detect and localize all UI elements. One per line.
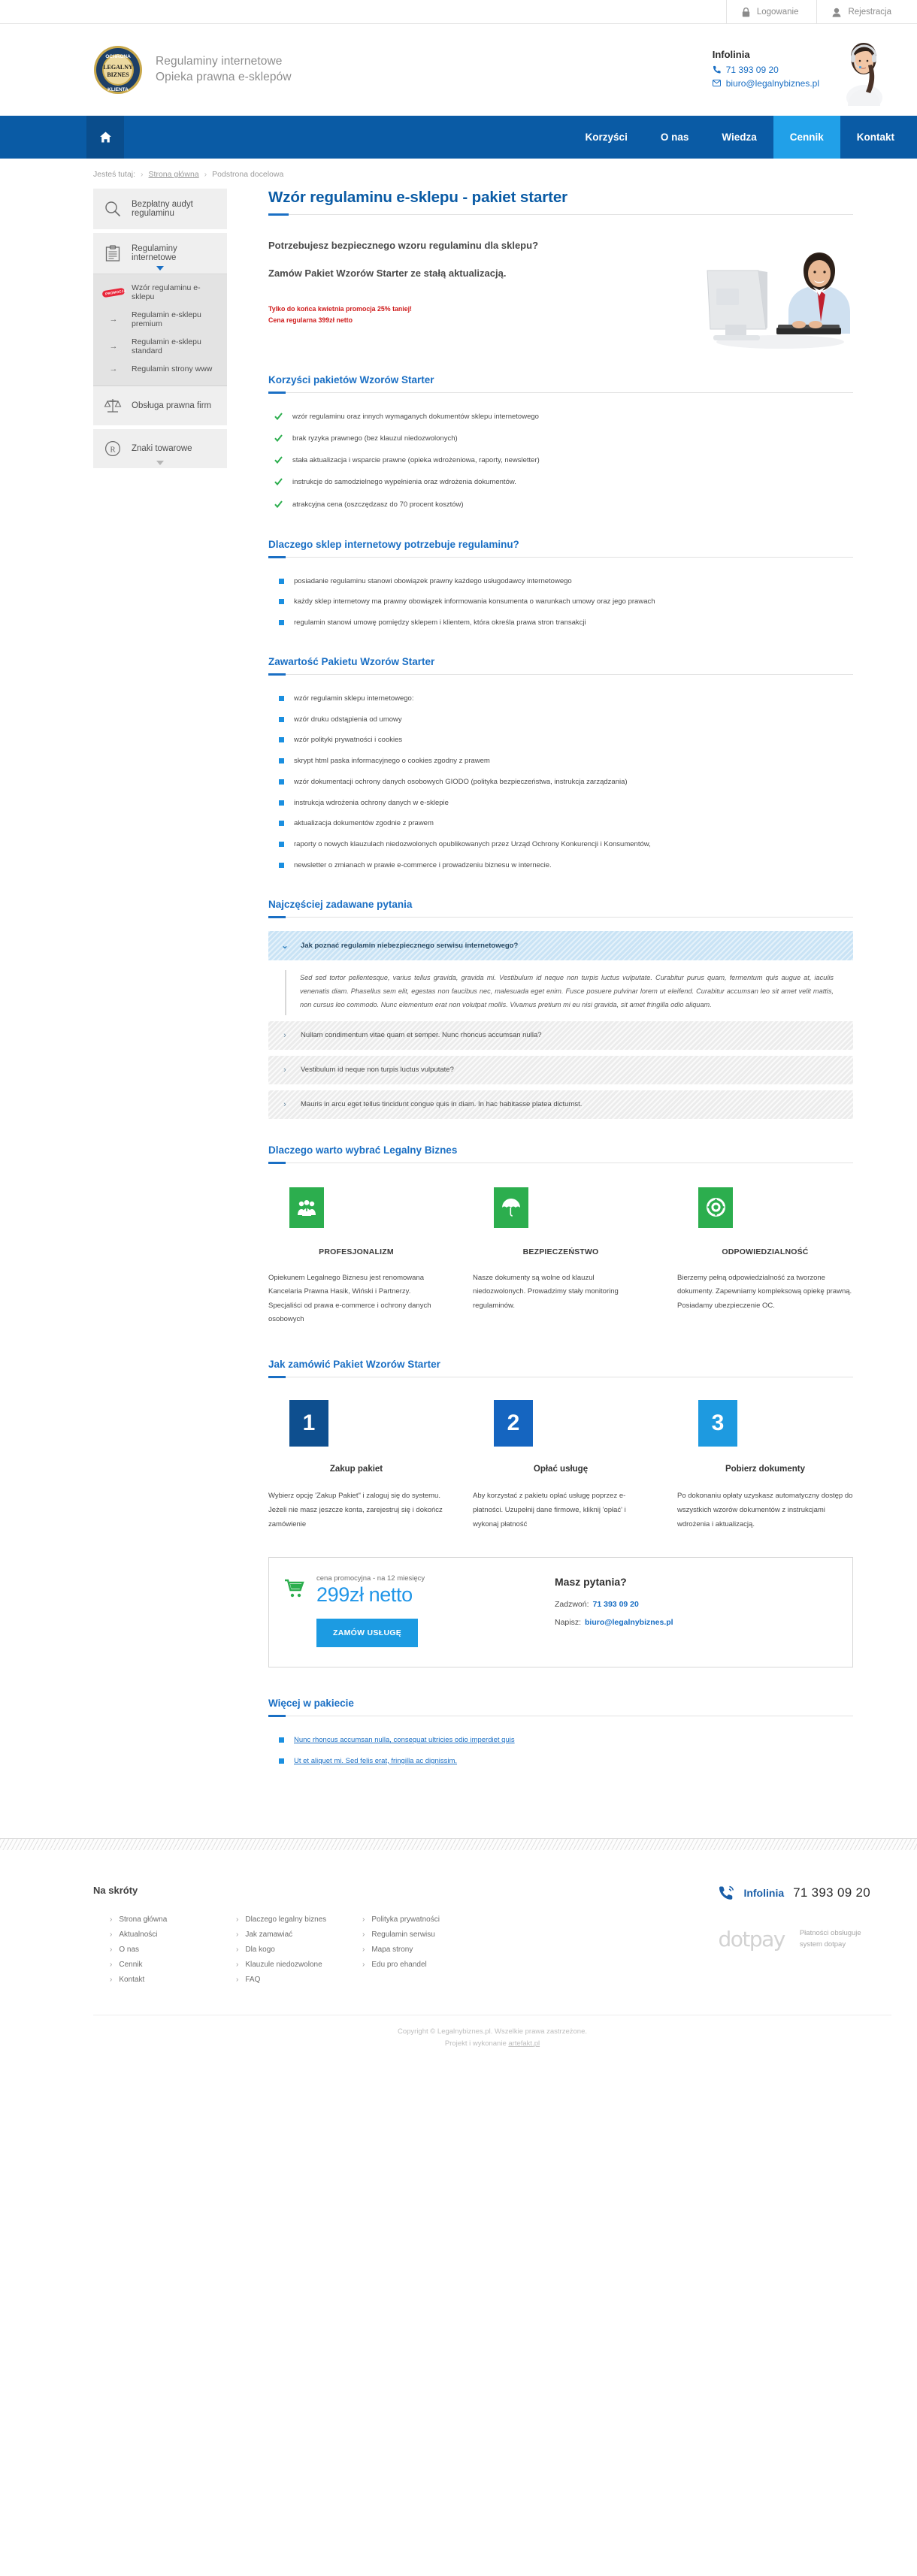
brand-text (156, 54, 292, 86)
why-title: Dlaczego sklep internetowy potrzebuje regulaminu? (268, 539, 519, 551)
user-icon (832, 8, 841, 17)
copyright-bar (93, 2015, 891, 2070)
step-title: Zakup pakiet (329, 1464, 383, 1474)
footer-link-item[interactable] (93, 1943, 219, 1958)
price-phone[interactable]: 71 393 09 20 (592, 1599, 639, 1609)
footer-link-item[interactable] (219, 1958, 346, 1973)
faq-item (268, 1090, 853, 1119)
list-item-label: stała aktualizacja i wsparcie prawne (opieka wdrożeniowa, raporty, newsletter) (292, 456, 540, 464)
footer-link-label[interactable]: Polityka prywatności (371, 1915, 440, 1924)
svg-text:R: R (110, 445, 116, 455)
envelope-icon (713, 80, 721, 86)
footer-link-label[interactable]: Dlaczego legalny biznes (245, 1915, 327, 1924)
step-text: Aby korzystać z pakietu opłać usługę poprzez e-płatności. Uzupełnij dane firmowe, kliknij 'opłać' i wykonaj płatność (473, 1491, 626, 1528)
chevron-right-icon: › (110, 1946, 113, 1955)
steps-columns (268, 1391, 853, 1531)
chevron-right-icon: › (110, 1915, 113, 1924)
nav-item-kontakt[interactable]: Kontakt (856, 132, 894, 143)
feature-text: Nasze dokumenty są wolne od klauzul niedozwolonych. Prowadzimy stały monitoring regulaminów. (473, 1273, 619, 1310)
square-bullet-icon (279, 863, 284, 868)
list-item (268, 428, 853, 450)
check-icon (274, 434, 283, 446)
list-item-label: wzór dokumentacji ochrony danych osobowych GIODO (polityka bezpieczeństwa, instrukcja zarządzania) (294, 777, 628, 786)
header-contact (713, 35, 891, 106)
scales-icon (103, 398, 123, 414)
footer-column (93, 1912, 219, 1988)
footer-link-item[interactable] (93, 1958, 219, 1973)
footer-link-label[interactable]: Jak zamawiać (245, 1930, 293, 1940)
more-link[interactable]: Ut et aliquet mi. Sed felis erat, fringilla ac dignissim. (294, 1756, 458, 1765)
list-item (268, 592, 853, 613)
list-item (268, 613, 853, 634)
umbrella-icon (494, 1187, 528, 1228)
square-bullet-icon (279, 620, 284, 625)
faq-accordion (268, 931, 853, 1119)
list-item-label: regulamin stanowi umowę pomiędzy sklepem i klientem, która określa prawa stron transakcji (294, 618, 586, 627)
main-content (227, 189, 917, 1794)
page-layout (0, 189, 917, 1794)
footer-link-item[interactable] (346, 1912, 481, 1927)
sidebar-label-bezplatny-audyt: Bezpłatny audyt regulaminu (132, 200, 193, 218)
support-agent-photo (834, 35, 891, 106)
faq-question-header[interactable] (268, 1056, 853, 1084)
nav-item-korzysci[interactable]: Korzyści (585, 132, 628, 143)
faq-item (268, 931, 853, 1015)
faq-question-label: Jak poznać regulamin niebezpiecznego serwisu internetowego? (301, 941, 519, 950)
hero-image (694, 234, 853, 349)
sidebar-item-bezplatny-audyt[interactable] (93, 189, 227, 229)
dotpay-logo-icon: dotpay (718, 1926, 785, 1952)
contents-rule (268, 674, 853, 675)
faq-question-header[interactable] (268, 1090, 853, 1119)
chevron-down-icon: ⌄ (281, 941, 289, 951)
arrow-right-icon: → (109, 315, 118, 324)
price-call-row (555, 1600, 673, 1609)
footer-title: Na skróty (93, 1884, 138, 1896)
hero-promo-line-2: Cena regularna 399zł netto (268, 316, 353, 324)
site-header (0, 24, 917, 116)
features-columns (268, 1177, 853, 1327)
sidebar-sublabel-www: Regulamin strony www (132, 364, 213, 373)
nav-item-cennik[interactable]: Cennik (773, 116, 840, 159)
sidebar-subitem-wzor-regulaminu[interactable] (93, 279, 227, 306)
square-bullet-icon (279, 800, 284, 806)
faq-question-label: Nullam condimentum vitae quam et semper. Nunc rhoncus accumsan nulla? (301, 1031, 542, 1040)
sidebar-label-znaki: Znaki towarowe (132, 444, 192, 453)
brand-line-1: Regulaminy internetowe (156, 55, 283, 68)
feature-card (268, 1177, 444, 1327)
faq-rule (268, 917, 853, 918)
call-label: Zadzwoń: (555, 1599, 589, 1609)
svg-text:OCHRONA: OCHRONA (105, 54, 131, 59)
square-bullet-icon (279, 842, 284, 847)
feature-title: BEZPIECZEŃSTWO (522, 1247, 599, 1256)
header-email: biuro@legalnybiznes.pl (725, 77, 819, 89)
footer-link-item[interactable] (346, 1943, 481, 1958)
feature-text: Bierzemy pełną odpowiedzialność za tworzone dokumenty. Zapewniamy kompleksową opiekę prawną. Posiadamy ubezpieczenie OC. (677, 1273, 852, 1310)
breadcrumb-sep-1: › (141, 170, 144, 179)
footer-links (93, 1885, 514, 1988)
nav-item-o-nas[interactable]: O nas (660, 132, 689, 143)
price-amount: 299zł netto (316, 1583, 413, 1606)
footer-separator (0, 1838, 917, 1850)
contents-title: Zawartość Pakietu Wzorów Starter (268, 656, 435, 668)
footer-link-item[interactable] (93, 1927, 219, 1943)
register-link[interactable] (816, 0, 917, 24)
list-item-label: posiadanie regulaminu stanowi obowiązek prawny każdego usługodawcy internetowego (294, 576, 572, 585)
faq-question-label: Mauris in arcu eget tellus tincidunt congue quis in diam. In hac habitasse platea dictumst. (301, 1100, 583, 1109)
chevron-right-icon: › (236, 1961, 239, 1970)
step-title: Pobierz dokumenty (725, 1464, 806, 1474)
sidebar-item-znaki-towarowe[interactable] (93, 429, 227, 468)
magnifier-icon (103, 201, 123, 217)
promo-badge: PROMOCJA (101, 287, 125, 298)
sidebar-item-obsluga-prawna[interactable] (93, 386, 227, 425)
hero-section (268, 234, 853, 349)
footer-columns (93, 1912, 514, 1988)
list-item (268, 709, 853, 730)
faq-question-header[interactable] (268, 1021, 853, 1050)
copyright-line-1: Copyright © Legalnybiznes.pl. Wszelkie prawa zastrzeżone. (397, 2027, 587, 2036)
footer-link-item[interactable] (219, 1943, 346, 1958)
questions-title: Masz pytania? (555, 1575, 627, 1588)
check-icon (274, 413, 283, 424)
square-bullet-icon (279, 1758, 284, 1764)
footer-link-item[interactable] (346, 1927, 481, 1943)
chevron-down-icon[interactable] (156, 461, 164, 465)
list-item-label: skrypt html paska informacyjnego o cookies zgodny z prawem (294, 757, 490, 766)
breadcrumb-current: Podstrona docelowa (212, 170, 284, 179)
list-item (268, 814, 853, 835)
footer-link-label[interactable]: FAQ (245, 1976, 261, 1985)
list-item (268, 751, 853, 772)
check-icon (274, 456, 283, 467)
sidebar-item-regulaminy-internetowe[interactable] (93, 233, 227, 274)
list-item-label: brak ryzyka prawnego (bez klauzul niedozwolonych) (292, 434, 458, 443)
lifebuoy-icon (698, 1187, 733, 1228)
clipboard-icon (103, 245, 123, 262)
list-item (268, 793, 853, 814)
step-text: Wybierz opcję 'Zakup Pakiet" i zaloguj się do systemu. Jeżeli nie masz jeszcze konta, zarejestruj się i dokończ zamówienie (268, 1491, 443, 1528)
page-title: Wzór regulaminu e-sklepu - pakiet starter (268, 189, 568, 206)
main-nav (0, 116, 917, 159)
list-item (268, 855, 853, 876)
footer-link-item[interactable] (346, 1958, 481, 1973)
brand[interactable] (93, 45, 292, 95)
hero-paragraph-2: Zamów Pakiet Wzorów Starter ze stałą aktualizacją. (268, 267, 507, 279)
list-item (268, 772, 853, 793)
copyright-line-2 (93, 2038, 891, 2050)
sidebar-sublabel-wzor: Wzór regulaminu e-sklepu (132, 283, 201, 301)
arrow-right-icon: → (109, 342, 118, 351)
chevron-right-icon: › (283, 1065, 286, 1075)
title-rule (268, 214, 853, 215)
feature-title: ODPOWIEDZIALNOŚĆ (722, 1247, 809, 1256)
step-text: Po dokonaniu opłaty uzyskasz automatyczny dostęp do wszystkich wzorów dokumentów z instrukcjami wdrożenia i aktualizacją. (677, 1491, 853, 1528)
footer-link-label[interactable]: Mapa strony (371, 1946, 413, 1955)
hero-paragraph-1: Potrzebujesz bezpiecznego wzoru regulaminu dla sklepu? (268, 240, 539, 251)
price-email[interactable]: biuro@legalnybiznes.pl (585, 1617, 673, 1627)
list-item-label: newsletter o zmianach w prawie e-commerce i prowadzeniu biznesu w internecie. (294, 860, 552, 869)
more-links-list (268, 1730, 853, 1771)
benefits-rule (268, 392, 853, 393)
price-box (268, 1557, 853, 1668)
chevron-down-icon[interactable] (156, 266, 164, 271)
footer-link-item[interactable] (93, 1973, 219, 1988)
chevron-right-icon: › (362, 1915, 365, 1924)
footer-link-item[interactable] (219, 1973, 346, 1988)
footer-hotline-phone[interactable]: 71 393 09 20 (793, 1885, 870, 1900)
topbar (0, 0, 917, 24)
people-group-icon (289, 1187, 324, 1228)
footer-link-label[interactable]: Regulamin serwisu (371, 1930, 435, 1940)
site-footer (0, 1850, 917, 2010)
login-label: Logowanie (756, 8, 799, 17)
faq-question-label: Vestibulum id neque non turpis luctus vulputate? (301, 1066, 454, 1075)
infolinia-title: Infolinia (712, 48, 750, 60)
sidebar-group-znaki (93, 429, 227, 469)
faq-item (268, 1021, 853, 1050)
footer-link-label[interactable]: Strona główna (119, 1915, 168, 1924)
feature-text: Opiekunem Legalnego Biznesu jest renomowana Kancelaria Prawna Hasik, Wiński i Partnerzy. Specjaliści od prawa e-commerce i ochrony danych osobowych (268, 1273, 431, 1324)
feature-title: PROFESJONALIZM (319, 1247, 394, 1256)
lock-icon (742, 8, 750, 17)
faq-answer: Sed sed tortor pellentesque, varius tellus gravida, gravida mi. Vestibulum id neque non turpis luctus vulputate. Curabitur purus quam, fermentum quis augue at, iaculis venenatis diam. Phasellus sem elit, egestas non faucibus nec, malesuada eget enim. Fusce posuere pulvinar lorem ut eleifend. Curabitur accumsan leo sit amet velit mattis, non cursus leo commodo. Nunc elementum erat non volutpat mollis. Vivamus pretium mi eu nisi gravida, sit amet fringilla odio aliquam. (285, 970, 853, 1015)
footer-link-label[interactable]: Klauzule niedozwolone (245, 1961, 322, 1970)
square-bullet-icon (279, 821, 284, 826)
price-left (284, 1574, 532, 1648)
footer-link-label[interactable]: Dla kogo (245, 1946, 275, 1955)
sidebar-sublabel-standard: Regulamin e-sklepu standard (132, 337, 201, 355)
benefits-list (268, 407, 853, 516)
footer-link-label[interactable]: Cennik (119, 1961, 143, 1970)
benefits-title: Korzyści pakietów Wzorów Starter (268, 374, 434, 385)
sidebar-label-obsluga: Obsługa prawna firm (132, 401, 212, 410)
chevron-right-icon: › (110, 1976, 113, 1985)
chevron-right-icon: › (110, 1961, 113, 1970)
sidebar-sublabel-premium: Regulamin e-sklepu premium (132, 310, 201, 328)
footer-link-label[interactable]: Kontakt (119, 1976, 145, 1985)
features-title: Dlaczego warto wybrać Legalny Biznes (268, 1144, 458, 1156)
breadcrumb-home-link[interactable]: Strona główna (148, 170, 199, 179)
chevron-right-icon: › (110, 1930, 113, 1940)
list-item-label: wzór regulaminu oraz innych wymaganych dokumentów sklepu internetowego (292, 412, 539, 421)
square-bullet-icon (279, 779, 284, 785)
breadcrumb (0, 159, 917, 189)
footer-link-label[interactable]: O nas (119, 1946, 140, 1955)
list-item-label: atrakcyjna cena (oszczędzasz do 70 procent kosztów) (292, 500, 464, 509)
nav-spacer (124, 116, 569, 159)
breadcrumb-sep-2: › (204, 170, 207, 179)
list-item-label: raporty o nowych klauzulach niedozwolonych opublikowanych przez Urząd Ochrony Konkurencji i Konsumentów, (294, 839, 651, 848)
chevron-right-icon: › (283, 1030, 286, 1040)
square-bullet-icon (279, 599, 284, 604)
square-bullet-icon (279, 737, 284, 742)
step-number-badge: 3 (698, 1400, 737, 1447)
step-card (473, 1391, 649, 1531)
phone-ring-icon (718, 1885, 734, 1901)
price-label: cena promocyjna - na 12 miesięcy (316, 1574, 425, 1583)
step-number-badge: 2 (494, 1400, 533, 1447)
register-label: Rejestracja (848, 8, 891, 17)
svg-text:LEGALNY: LEGALNY (103, 64, 133, 71)
list-item-label: instrukcje do samodzielnego wypełnienia oraz wdrożenia dokumentów. (292, 478, 516, 487)
footer-hotline-label: Infolinia (743, 1886, 785, 1899)
why-list (268, 571, 853, 633)
arrow-right-icon: → (109, 364, 118, 373)
faq-item (268, 1056, 853, 1084)
list-item-label: wzór polityki prywatności i cookies (294, 736, 403, 745)
sidebar-subitem-strony-www[interactable] (93, 360, 227, 378)
hero-promo-line-1: Tylko do końca kwietnia promocja 25% taniej! (268, 304, 412, 313)
header-phone: 71 393 09 20 (725, 64, 779, 75)
chevron-right-icon: › (236, 1915, 239, 1924)
list-item-label: każdy sklep internetowy ma prawny obowiązek informowania konsumenta o warunkach umowy oraz jego prawach (294, 597, 655, 606)
list-item-label: instrukcja wdrożenia ochrony danych w e-sklepie (294, 798, 449, 807)
sidebar-submenu (93, 274, 227, 386)
hero-promo (268, 304, 680, 326)
contents-list (268, 688, 853, 875)
price-write-row (555, 1618, 673, 1627)
list-item (268, 1751, 853, 1772)
list-item (268, 451, 853, 473)
phone-icon (713, 65, 721, 74)
sidebar-subitem-premium[interactable] (93, 306, 227, 333)
check-icon (274, 500, 283, 512)
order-service-button[interactable]: ZAMÓW USŁUGĘ (316, 1619, 418, 1647)
header-email-row[interactable] (713, 78, 819, 89)
svg-text:BIZNES: BIZNES (107, 71, 129, 78)
footer-hotline (718, 1885, 870, 1901)
feature-card (473, 1177, 649, 1327)
square-bullet-icon (279, 696, 284, 701)
square-bullet-icon (279, 717, 284, 722)
square-bullet-icon (279, 1737, 284, 1743)
chevron-right-icon: › (362, 1930, 365, 1940)
footer-link-label[interactable]: Aktualności (119, 1930, 158, 1940)
list-item-label: wzór regulamin sklepu internetowego: (294, 694, 414, 703)
list-item (268, 494, 853, 516)
artefakt-link[interactable]: artefakt.pl (508, 2039, 540, 2048)
sidebar-group-audyt (93, 189, 227, 230)
header-phone-row[interactable] (713, 65, 819, 75)
list-item (268, 571, 853, 592)
dotpay-block (718, 1927, 870, 1952)
list-item (268, 1730, 853, 1751)
faq-question-header[interactable] (268, 931, 853, 960)
footer-link-label[interactable]: Edu pro ehandel (371, 1961, 427, 1970)
list-item (268, 407, 853, 428)
step-title: Opłać usługę (533, 1464, 589, 1474)
more-link[interactable]: Nunc rhoncus accumsan nulla, consequat ultricies odio imperdiet quis (294, 1735, 515, 1744)
chevron-right-icon: › (236, 1930, 239, 1940)
write-label: Napisz: (555, 1617, 582, 1627)
registered-icon (103, 440, 123, 457)
breadcrumb-prefix: Jesteś tutaj: (93, 170, 136, 179)
dotpay-text (800, 1927, 861, 1950)
home-icon[interactable] (86, 116, 124, 159)
footer-link-item[interactable] (93, 1912, 219, 1927)
step-card (677, 1391, 853, 1531)
faq-title: Najczęściej zadawane pytania (268, 898, 413, 910)
step-number-badge: 1 (289, 1400, 328, 1447)
steps-title: Jak zamówić Pakiet Wzorów Starter (268, 1358, 440, 1370)
chevron-right-icon: › (283, 1099, 286, 1109)
footer-column (219, 1912, 346, 1988)
why-rule (268, 557, 853, 558)
brand-line-2: Opieka prawna e-sklepów (156, 71, 292, 83)
sidebar (93, 189, 227, 1794)
footer-column (346, 1912, 481, 1988)
dotpay-line-1: Płatności obsługuje (799, 1929, 861, 1938)
dotpay-line-2: system dotpay (799, 1940, 846, 1949)
list-item-label: aktualizacja dokumentów zgodnie z prawem (294, 819, 434, 828)
nav-item-wiedza[interactable]: Wiedza (722, 132, 757, 143)
square-bullet-icon (279, 758, 284, 763)
price-right (555, 1574, 673, 1648)
copyright-prefix: Projekt i wykonanie (444, 2039, 509, 2048)
footer-link-item[interactable] (219, 1912, 346, 1927)
footer-contact (718, 1885, 891, 1988)
svg-text:KLIENTA: KLIENTA (107, 87, 129, 92)
list-item (268, 473, 853, 494)
chevron-right-icon: › (236, 1946, 239, 1955)
sidebar-label-regulaminy: Regulaminy internetowe (132, 244, 177, 262)
list-item (268, 730, 853, 751)
login-link[interactable] (726, 0, 817, 24)
step-card (268, 1391, 444, 1531)
check-icon (274, 478, 283, 489)
list-item (268, 834, 853, 855)
legalny-biznes-logo-icon (93, 45, 143, 95)
list-item-label: wzór druku odstąpienia od umowy (294, 715, 402, 724)
footer-link-item[interactable] (219, 1927, 346, 1943)
square-bullet-icon (279, 579, 284, 584)
sidebar-subitem-standard[interactable] (93, 333, 227, 360)
list-item (268, 688, 853, 709)
sidebar-group-regulaminy (93, 233, 227, 426)
feature-card (677, 1177, 853, 1327)
chevron-right-icon: › (362, 1961, 365, 1970)
more-title: Więcej w pakiecie (268, 1698, 354, 1710)
chevron-right-icon: › (362, 1946, 365, 1955)
chevron-right-icon: › (236, 1976, 239, 1985)
shopping-cart-icon (284, 1574, 307, 1648)
